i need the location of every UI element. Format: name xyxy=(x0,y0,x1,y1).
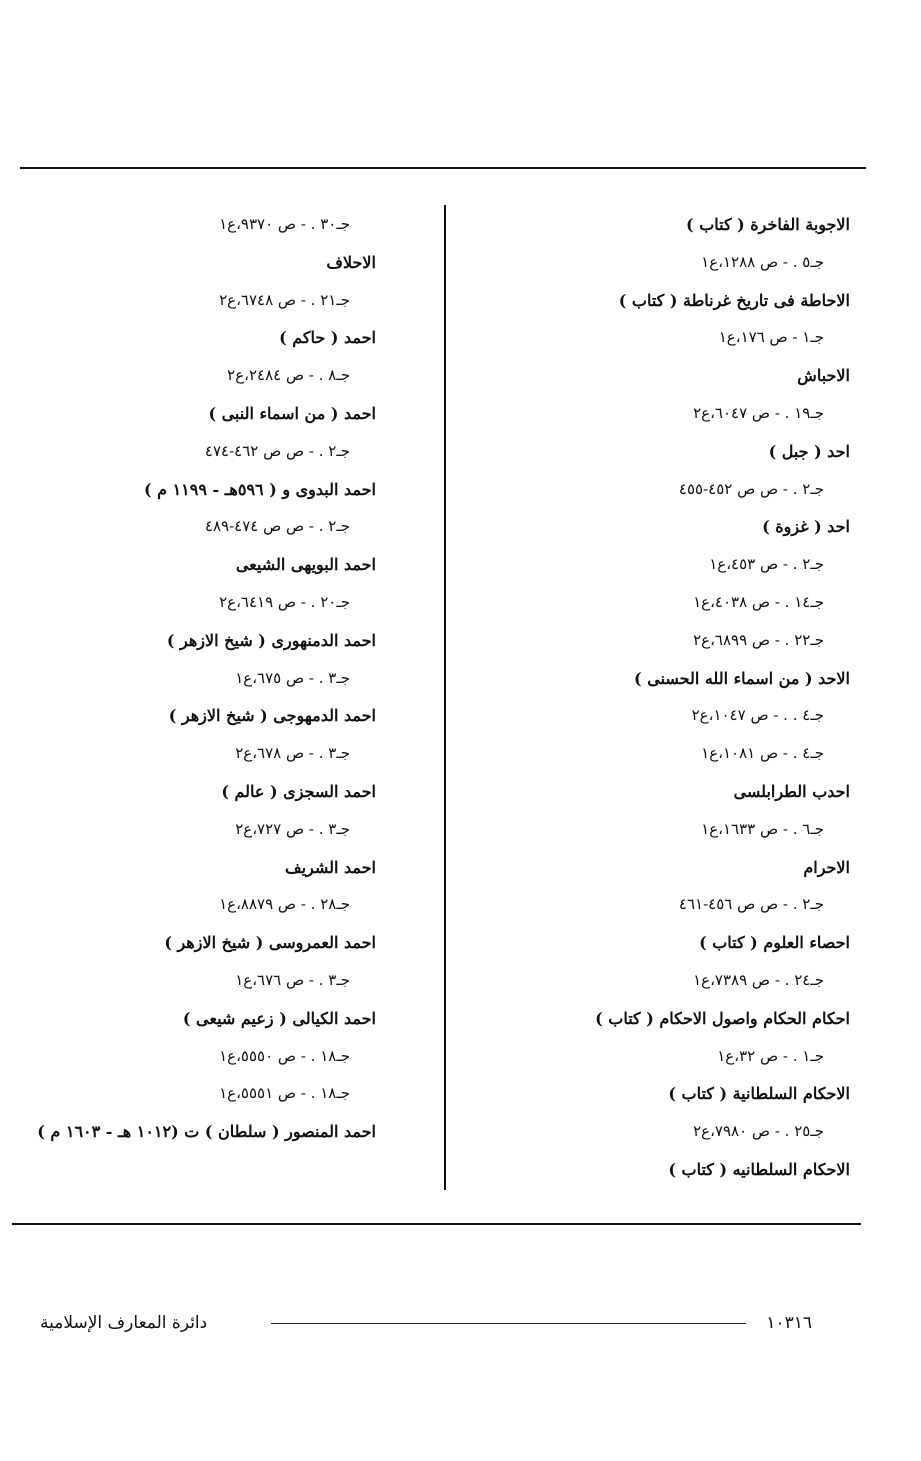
index-heading: الاحرام xyxy=(803,857,850,877)
index-reference: جـ٣ . - ص ٧٢٧،ع٢ xyxy=(235,819,350,838)
index-reference: جـ٥ . - ص ١٢٨٨،ع١ xyxy=(701,252,824,271)
index-heading: الاحباش xyxy=(797,366,850,386)
index-heading: الاجوبة الفاخرة ( كتاب ) xyxy=(686,215,850,234)
page-number: ١٠٣١٦ xyxy=(766,1313,812,1333)
index-heading: احمد البويهى الشيعى xyxy=(235,555,376,575)
index-heading: الاحاطة فى تاريخ غرناطة ( كتاب ) xyxy=(618,290,850,310)
index-heading: احمد الكيالى ( زعيم شيعى ) xyxy=(182,1008,376,1028)
footer-dash-line xyxy=(271,1323,746,1324)
index-reference: جـ٢ . - ص ص ٤٧٤-٤٨٩ xyxy=(204,517,350,536)
index-heading: احمد البدوى و ( ٥٩٦هـ - ١١٩٩ م ) xyxy=(143,479,376,499)
index-reference: جـ٦ . - ص ١٦٣٣،ع١ xyxy=(701,819,824,838)
index-reference: جـ١٤ . - ص ٤٠٣٨،ع١ xyxy=(693,592,824,611)
index-heading: احمد العمروسى ( شيخ الازهر ) xyxy=(164,933,376,953)
index-reference: جـ٢٠ . - ص ٦٤١٩،ع٢ xyxy=(219,592,350,611)
index-heading: الاحكام السلطانية ( كتاب ) xyxy=(668,1084,850,1104)
index-heading: احمد ( من اسماء النبى ) xyxy=(208,403,376,423)
index-heading: الاحد ( من اسماء الله الحسنى ) xyxy=(634,668,850,688)
index-heading: الاحكام السلطانيه ( كتاب ) xyxy=(668,1159,850,1179)
index-heading: احمد ( حاكم ) xyxy=(279,328,376,348)
index-heading: احد ( غزوة ) xyxy=(762,517,850,537)
index-heading: احمد الدمهوجى ( شيخ الازهر ) xyxy=(168,706,376,726)
index-reference: جـ٢١ . - ص ٦٧٤٨،ع٢ xyxy=(219,290,350,309)
index-reference: جـ٣٠ . - ص ٩٣٧٠،ع١ xyxy=(219,215,350,233)
index-reference: جـ١٩ . - ص ٦٠٤٧،ع٢ xyxy=(693,403,824,422)
index-heading: احدب الطرابلسى xyxy=(733,781,850,801)
bottom-rule xyxy=(12,1223,861,1225)
index-reference: جـ٤ . - ص ١٠٨١،ع١ xyxy=(701,744,824,763)
index-reference: جـ١٨ . - ص ٥٥٥١،ع١ xyxy=(219,1084,350,1103)
index-heading: احكام الحكام واصول الاحكام ( كتاب ) xyxy=(595,1008,850,1028)
index-reference: جـ١٨ . - ص ٥٥٥٠،ع١ xyxy=(219,1046,350,1065)
index-reference: جـ٢ . - ص ص ٤٥٦-٤٦١ xyxy=(678,895,824,914)
index-reference: جـ٢٨ . - ص ٨٨٧٩،ع١ xyxy=(219,895,350,914)
top-rule xyxy=(20,167,866,169)
index-reference: جـ٢ . - ص ص ٤٥٢-٤٥٥ xyxy=(678,479,824,498)
index-reference: جـ٣ . - ص ٦٧٥،ع١ xyxy=(235,668,350,687)
left-column xyxy=(16,206,376,1151)
page-footer xyxy=(40,1308,812,1338)
index-reference: جـ٢ . - ص ٤٥٣،ع١ xyxy=(709,555,824,574)
right-column xyxy=(490,206,850,1189)
index-heading: احمد السجزى ( عالم ) xyxy=(221,781,376,801)
column-divider xyxy=(444,205,446,1190)
index-reference: جـ٨ . - ص ٢٤٨٤،ع٢ xyxy=(227,366,350,385)
index-heading: الاحلاف xyxy=(326,252,376,272)
index-reference: جـ٤ . . - ص ١٠٤٧،ع٢ xyxy=(691,706,824,725)
index-reference: جـ٢٥ . - ص ٧٩٨٠،ع٢ xyxy=(693,1122,824,1141)
index-reference: جـ٢ . - ص ص ٤٦٢-٤٧٤ xyxy=(204,441,350,460)
index-heading: احمد الشريف xyxy=(285,857,376,877)
index-reference: جـ٣ . - ص ٦٧٨،ع٢ xyxy=(235,744,350,763)
index-reference: جـ١ - ص ١٧٦،ع١ xyxy=(718,328,824,347)
index-heading: احد ( جبل ) xyxy=(768,441,850,461)
publication-title: دائرة المعارف الإسلامية xyxy=(40,1313,208,1333)
index-reference: جـ٢٤ . - ص ٧٣٨٩،ع١ xyxy=(693,970,824,989)
index-reference: جـ٣ . - ص ٦٧٦،ع١ xyxy=(235,970,350,989)
index-reference: جـ١ . - ص ٣٢،ع١ xyxy=(717,1046,824,1065)
index-heading: احمد الدمنهورى ( شيخ الازهر ) xyxy=(166,630,376,650)
index-reference: جـ٢٢ . - ص ٦٨٩٩،ع٢ xyxy=(693,630,824,649)
index-heading: احمد المنصور ( سلطان ) ت (١٠١٢ هـ - ١٦٠٣ م ) xyxy=(37,1122,376,1142)
index-heading: احصاء العلوم ( كتاب ) xyxy=(699,933,850,953)
